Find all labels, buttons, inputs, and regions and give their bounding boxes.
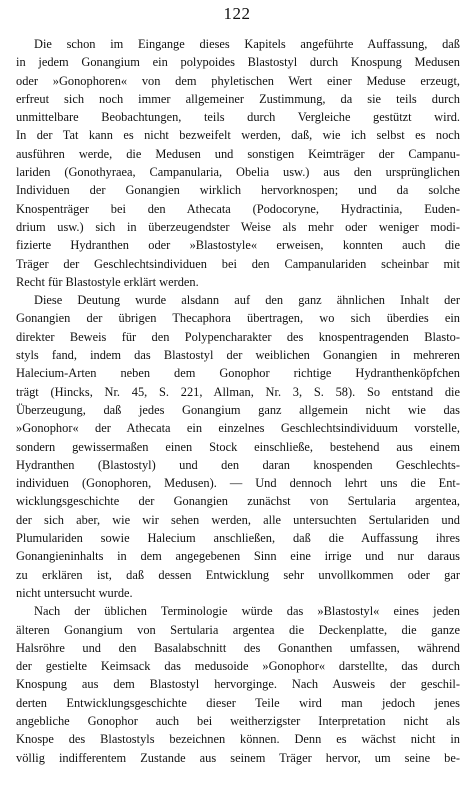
text-line: Die schon im Eingange dieses Kapitels angeführte Auffassung, daß bbox=[34, 37, 460, 51]
text-line: Nach der üblichen Terminologie würde das »Blastostyl« eines jeden bbox=[34, 604, 460, 619]
text-line: In der Tat kann es nicht bezweifelt werden, daß, wie ich selbst es noch bbox=[16, 128, 460, 143]
paragraph bbox=[16, 602, 460, 767]
paragraph bbox=[16, 35, 460, 291]
text-line: älteren Gonangium von Sertularia argentea die Deckenplatte, die ganze bbox=[16, 622, 460, 637]
text-line: in jedem Gonangium ein polypoides Blastostyl durch Knospung Medusen bbox=[16, 55, 460, 70]
text-line: individuen (Gonophoren, Medusen). — Und dennoch lehrt uns die Ent- bbox=[16, 476, 460, 491]
text-line: Knospenträger bei den Athecata (Podocoryne, Hydractinia, Euden- bbox=[16, 201, 460, 216]
text-line: unmittelbare Beobachtungen, teils durch Vergleiche gestützt wird. bbox=[16, 110, 460, 125]
text-line: der sich aber, wie wir sehen werden, alle untersuchten Sertulariden und bbox=[16, 512, 460, 527]
text-line: ausführen werde, die Medusen und sonstigen Keimträger der Campanu- bbox=[16, 146, 460, 161]
text-line: Träger der Geschlechtsindividuen bei den Campanulariden scheinbar mit bbox=[16, 256, 460, 271]
text-line: sondern gewissermaßen einen Stock einschließe, bestehend aus einem bbox=[16, 439, 460, 454]
text-line: nicht untersucht wurde. bbox=[16, 585, 133, 600]
text-line: Hydranthen (Blastostyl) und den daran knospenden Geschlechts- bbox=[16, 457, 460, 472]
text-line: angebliche Gonophor auch bei weitherzigster Interpretation nicht als bbox=[16, 713, 460, 728]
text-line: Überzeugung, daß jedes Gonangium ganz allgemein nicht wie das bbox=[16, 402, 460, 417]
text-line: derten Entwicklungsgeschichte dieser Teile wird man jedoch jenes bbox=[16, 695, 460, 710]
page-number: 122 bbox=[223, 4, 251, 23]
text-line: trägt (Hincks, Nr. 45, S. 221, Allman, Nr. 3, S. 58). So entstand die bbox=[16, 384, 460, 399]
text-line: direkter Beweis für den Polypencharakter des knospentragenden Blasto- bbox=[16, 329, 460, 344]
text-line: Individuen der Gonangien wirklich hervorknospen; und da solche bbox=[16, 183, 460, 198]
text-line: Gonangieninhalts in dem angegebenen Sinn eine irrige und nur daraus bbox=[16, 549, 460, 564]
text-line: Diese Deutung wurde alsdann auf den ganz ähnlichen Inhalt der bbox=[34, 293, 460, 308]
text-line: oder »Gonophoren« von dem phyletischen Wert einer Meduse erzeugt, bbox=[16, 73, 460, 88]
text-line: zu erklären ist, daß dessen Entwicklung sehr unvollkommen oder gar bbox=[16, 567, 460, 582]
text-line: »Gonophor« der Athecata ein einzelnes Geschlechtsindividuum vorstelle, bbox=[16, 421, 460, 436]
text-line: der gestielte Keimsack das medusoide »Gonophor« darstellte, das durch bbox=[16, 659, 460, 674]
text-line: Recht für Blastostyle erklärt werden. bbox=[16, 274, 199, 289]
text-line: Halsröhre und den Basalabschnitt des Gonanthen umfassen, während bbox=[16, 640, 460, 655]
text-line: fizierte Hydranthen oder »Blastostyle« erweisen, konnten auch die bbox=[16, 238, 460, 253]
text-line: drium usw.) sich in überzeugendster Weise als mehr oder weniger modi- bbox=[16, 219, 460, 234]
text-line: lariden (Gonothyraea, Campanularia, Obelia usw.) aus den ursprünglichen bbox=[16, 165, 460, 180]
paragraph bbox=[16, 291, 460, 602]
text-line: Halecium-Arten neben dem Gonophor richtige Hydranthenköpfchen bbox=[16, 366, 460, 381]
text-line: Plumulariden sowie Halecium anschließen, daß die Auffassung ihres bbox=[16, 531, 460, 546]
body-text bbox=[16, 35, 460, 767]
text-line: Knospe des Blastostyls bezeichnen können. Denn es wächst nicht in bbox=[16, 732, 460, 747]
text-line: wicklungsgeschichte der Gonangien zunächst von Sertularia argentea, bbox=[16, 494, 460, 509]
text-line: Gonangien der übrigen Thecaphora übertragen, wo sich überdies ein bbox=[16, 311, 460, 326]
text-line: styls fand, indem das Blastostyl der weiblichen Gonangien in mehreren bbox=[16, 348, 460, 363]
text-line: völlig indifferentem Zustande aus seinem Träger hervor, um seine be- bbox=[16, 750, 460, 765]
text-line: Knospung aus dem Blastostyl hervorginge. Nach Ausweis der geschil- bbox=[16, 677, 460, 692]
text-line: erfreut sich noch immer allgemeiner Zustimmung, da sie teils durch bbox=[16, 91, 460, 106]
